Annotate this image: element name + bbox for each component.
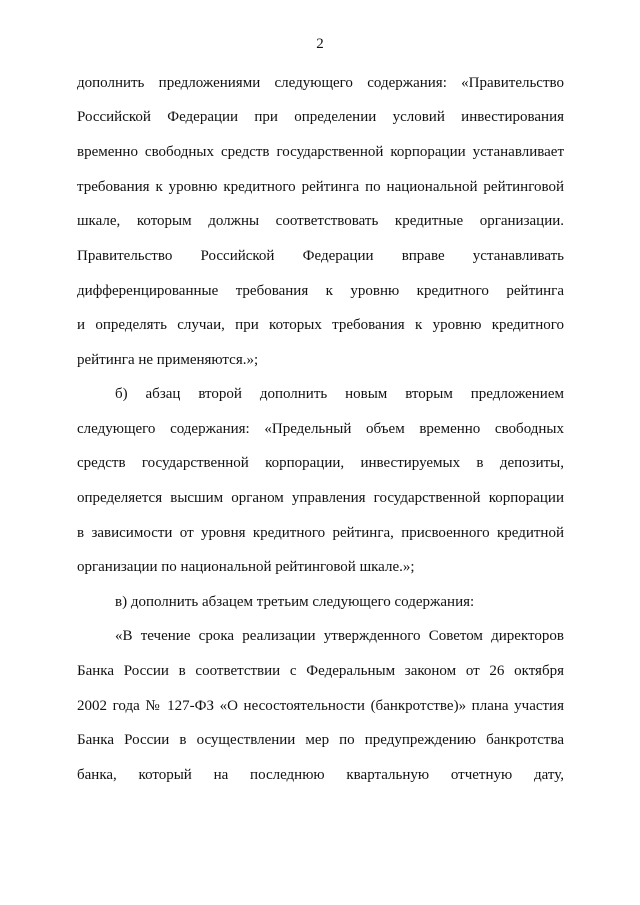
paragraph-line: требования к уровню кредитного рейтинга по национальной рейтинговой (77, 179, 564, 195)
paragraph-line: Банка России в соответствии с Федеральным законом от 26 октября (77, 663, 564, 679)
paragraph-line: следующего содержания: «Предельный объем временно свободных (77, 421, 564, 437)
paragraph-line: шкале, которым должны соответствовать кредитные организации. (77, 213, 564, 229)
paragraph-line: в зависимости от уровня кредитного рейтинга, присвоенного кредитной (77, 525, 564, 541)
paragraph-line: Банка России в осуществлении мер по предупреждению банкротства (77, 732, 564, 748)
page-number: 2 (316, 36, 324, 52)
paragraph-line: в) дополнить абзацем третьим следующего содержания: (115, 594, 475, 610)
paragraph-line: б) абзац второй дополнить новым вторым предложением (115, 386, 564, 402)
paragraph-line: 2002 года № 127-ФЗ «О несостоятельности (банкротстве)» плана участия (77, 698, 564, 714)
paragraph-line: и определять случаи, при которых требования к уровню кредитного (77, 317, 564, 333)
paragraph-line: временно свободных средств государственной корпорации устанавливает (77, 144, 564, 160)
paragraph-line: средств государственной корпорации, инвестируемых в депозиты, (77, 455, 564, 471)
paragraph-line: Правительство Российской Федерации вправе устанавливать (77, 248, 564, 264)
paragraph-line: определяется высшим органом управления государственной корпорации (77, 490, 564, 506)
paragraph-line: рейтинга не применяются.»; (77, 352, 259, 368)
paragraph-line: дифференцированные требования к уровню кредитного рейтинга (77, 283, 564, 299)
paragraph-line: «В течение срока реализации утвержденного Советом директоров (115, 628, 564, 644)
paragraph-line: дополнить предложениями следующего содержания: «Правительство (77, 75, 564, 91)
paragraph-line: банка, который на последнюю квартальную отчетную дату, (77, 767, 564, 783)
paragraph-line: организации по национальной рейтинговой шкале.»; (77, 559, 415, 575)
paragraph-line: Российской Федерации при определении условий инвестирования (77, 109, 564, 125)
